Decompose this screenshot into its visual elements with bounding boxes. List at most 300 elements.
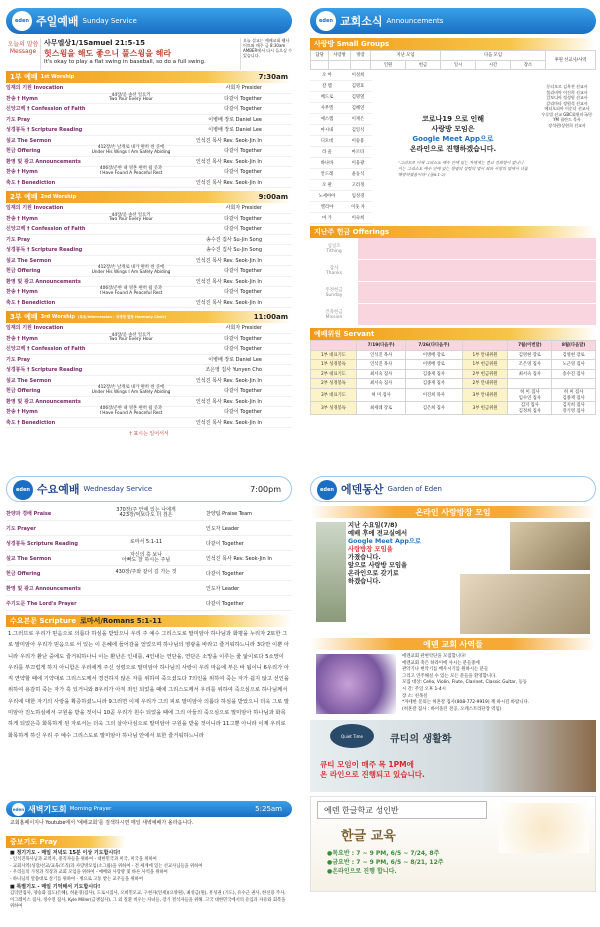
servant-cell: 3부 안내위원	[462, 388, 508, 401]
service-time: 11:00am	[253, 313, 288, 321]
eden-logo: eden	[317, 480, 337, 500]
announcements-title-en: Announcements	[386, 17, 444, 25]
eden-logo: eden	[13, 480, 33, 500]
servant-cell: 허 미 집사 김종재 집사	[552, 388, 596, 401]
order-leader: 다같이 Together	[224, 226, 262, 233]
prayer-line: - 교회사역(성장/선교/교육/조직)과 사랑방모임(소그룹)을 위하여 - 전 세계에 있는 선교사님들을 위하여	[10, 863, 203, 869]
order-leader: 다같이 Together	[224, 388, 262, 395]
school-line: ●온라인으로 진행 합니다.	[327, 868, 397, 875]
servant-row	[311, 360, 596, 370]
servant-cell: 2부 헌금위원	[462, 369, 508, 379]
servant-cell: 2부 성경봉독	[311, 379, 357, 389]
order-item: 신앙고백 † Confession of Faith	[6, 106, 86, 113]
sg-subheader: 시간	[476, 60, 511, 70]
prayer-line: 김덕란집사, 양승화 집도(은혜), 허윤경(집사), 도로시집사, 오희민모교, 구현자(연세)(요양원), 최성금(원), 흥성권 (기도), 유수근 권사, 한신용 주사, 이그레이스 집사, 정수연 집사, Kyle Miller(금쟁집사), 그 외 질환 비우는 자녀들, 장기 결석자들을 위해. 고국 대한민국에서의 유입과 자유와 회복을 위하여	[10, 890, 286, 910]
ministry-title: 에덴 교회 사역들	[423, 639, 483, 649]
prayer-label: 중보기도 Pray	[10, 838, 58, 846]
instruments-image	[316, 654, 396, 714]
sg-leader: 이승용	[351, 139, 365, 144]
servant-cell	[508, 379, 552, 389]
service-label-en: 3rd Worship	[40, 314, 75, 320]
wed-leader: 찬양팀 Praise Team	[206, 510, 253, 517]
servant-bar	[310, 328, 596, 340]
order-leader: 인석진 목사 Rev. Seok-Jin In	[196, 398, 262, 405]
eden-logo: eden	[316, 11, 336, 31]
wed-row	[6, 506, 292, 521]
prayer-line: - 하나님의 말씀대로 살기를 위하여 - 병으로 고통 받는 교우들을 위하여	[10, 877, 143, 883]
sg-leader: 임성경	[351, 194, 365, 199]
service-row	[6, 386, 292, 397]
service-label: 3부 예배	[10, 313, 38, 321]
small-groups-table	[310, 50, 596, 226]
servant-cell: 노근영 집사	[552, 360, 596, 370]
offerings-grid	[310, 238, 596, 326]
offering-row	[310, 304, 596, 326]
service-row	[6, 178, 292, 189]
order-leader: 인석진 목사 Rev. Seok-Jin In	[196, 419, 262, 426]
sg-group: 마시내	[320, 128, 334, 133]
service-row	[6, 407, 292, 418]
school-title: 에덴 한글학교 성인반	[317, 801, 487, 819]
order-leader: 다같이 Together	[224, 106, 262, 113]
wed-detail: 자신의 혹 보나 아빠도 잘 하시는 주님	[121, 551, 171, 563]
sg-leader: 이숙희	[351, 216, 365, 221]
sg-leader: 김명열	[351, 95, 365, 100]
wed-leader: 인도자 Leader	[206, 525, 240, 532]
sg-group: 베드로	[320, 95, 334, 100]
servant-cell: 최서숙 집사	[356, 369, 405, 379]
covid-line: 코로나19 으로 인해	[422, 115, 484, 123]
order-leader: 인석진 목사 Rev. Seok-Jin In	[196, 179, 262, 186]
servant-header	[311, 341, 357, 351]
sg-group: 마 가	[322, 216, 332, 221]
servant-cell	[552, 379, 596, 389]
wed-row	[6, 596, 292, 611]
offering-cell	[358, 282, 596, 303]
sg-header: 사랑방	[329, 51, 351, 61]
wed-item: 헌금 Offering	[6, 570, 41, 577]
online-line: 온라인으로 갖기로	[348, 570, 399, 577]
service-row	[6, 344, 292, 355]
service-bar	[6, 191, 292, 203]
servant-cell: 1부 안내위원	[462, 350, 508, 360]
order-leader: 사회자 Presider	[225, 85, 262, 92]
covid-line: Google Meet App으로	[412, 135, 494, 143]
offering-cell	[358, 304, 596, 325]
order-item: 기도 Pray	[6, 356, 31, 363]
service-time: 9:00am	[258, 193, 288, 201]
order-item: 헌금 Offering	[6, 388, 41, 395]
servant-cell: 김은희 집사	[406, 401, 462, 414]
order-leader: 다같이 Together	[224, 148, 262, 155]
sg-subheader: 장소	[511, 60, 546, 70]
sg-leader: 고려정	[351, 183, 365, 188]
message-block	[6, 38, 292, 70]
sg-group: 엘리야	[320, 205, 334, 210]
wed-item: 성경봉독 Scripture Reading	[6, 540, 78, 547]
announcements-panel	[310, 8, 596, 436]
wednesday-time: 7:00pm	[250, 484, 281, 494]
message-label	[6, 38, 40, 70]
order-item: 설교 The Sermon	[6, 257, 52, 264]
quiet-time-logo: Quiet Time	[330, 724, 374, 748]
offering-row	[310, 282, 596, 304]
message-content	[40, 38, 240, 70]
service-label-en: 2nd Worship	[40, 194, 77, 200]
servant-cell: 김지 집사 김정희 집사	[508, 401, 552, 414]
prayer-line: ■ 정기기도 - 매일 저녁도 15분 이상 기도합시다!	[10, 850, 121, 856]
wednesday-title: 수요예배	[37, 483, 80, 496]
cutie-text	[320, 760, 425, 780]
sunday-service-header	[6, 8, 292, 34]
wed-item: 찬양과 경배 Praise	[6, 510, 52, 517]
order-leader: 송수진 집사 Su-Jin Song	[206, 236, 262, 243]
sg-header: 지난 모임	[371, 51, 441, 61]
sg-subheader: 일시	[441, 60, 476, 70]
photo-right-top	[510, 522, 590, 570]
sg-row	[310, 70, 372, 81]
sg-leader: 이성희	[351, 73, 365, 78]
ministry-line: 모집 대상: Cello, Violin, Flute, Clarinet, Classic Guitar, 등등	[402, 680, 527, 686]
service-label: 2부 예배	[10, 193, 38, 201]
sunday-title-en: Sunday Service	[82, 17, 137, 25]
scripture-text: 1.그러므로 우리가 믿음으로 의롭다 하심을 받았으니 우리 주 예수 그리스도로 말미암아 하나님과 화평을 누리자 2또한 그로 말미암아 우리가 믿음으로 서 있는 이 은혜에 들어감을 얻었으며 하나님의 영광을 바라고 즐거워하느니라 3다만 이뿐 아니라 우리가 환난 중에도 즐거워하나니 이는 환난은 인내를, 4인내는 연단을, 연단은 소망을 이루는 줄 앎이로다 5소망이 우리를 부끄럽게 하지 아니함은 우리에게 주신 성령으로 말미암아 하나님의 사랑이 우리 마음에 부은 바 됨이니 6우리가 아직 연약할 때에 기약대로 그리스도께서 경건하지 않은 자를 위하여 죽으셨도다 7의인을 위하여 죽는 자가 쉽지 않고 선인을 위하여 용감히 죽는 자가 혹 있거니와 8우리가 아직 죄인 되었을 때에 그리스도께서 우리를 위하여 죽으심으로 하나님께서 우리에 대한 자기의 사랑을 확증하셨느니라 9그러면 이제 우리가 그의 피로 말미암아 의롭다 하심을 받았으니 더욱 그로 말미암아 진노하심에서 구원을 받을 것이니 10곧 우리가 원수 되었을 때에 그의 아들의 죽으심으로 말미암아 하나님과 화목하게 되었은즉 화목하게 된 자로서는 더욱 그의 살아나심으로 말미암아 구원을 받을 것이니라 11그뿐 아니라 이제 우리로 화목하게 하신 우리 주 예수 그리스도로 말미암아 하나님 안에서 또한 즐거워하느니라	[8, 631, 290, 739]
service-row	[6, 418, 292, 429]
dawn-title: 새벽기도회	[28, 804, 67, 814]
sg-group: 디모데	[320, 139, 334, 144]
sunday-service-panel	[6, 8, 292, 436]
ministry-line: 관악기나 현악기를 배우시기를 원하시는 분들	[402, 667, 489, 673]
offering-row	[310, 260, 596, 282]
cutie-line: 온 라인으로 진행되고 있습니다.	[320, 770, 425, 779]
wed-detail: 370장/주 안에 있는 나에게 423장/먹보다도 더 검은	[116, 506, 176, 518]
service-row	[6, 287, 292, 298]
servant-cell: 인석진 목사	[356, 360, 405, 370]
service-row	[6, 214, 292, 225]
servant-cell: 김종재 집사	[406, 369, 462, 379]
sg-leader: 이재은	[351, 117, 365, 122]
online-title: 온라인 사랑방장 모임	[415, 507, 491, 517]
service-row	[6, 146, 292, 157]
photo-right-bottom	[460, 574, 590, 634]
ministry-line: 장 소: 친목실	[402, 693, 428, 699]
service-bar	[6, 311, 292, 323]
servant-cell: 김지희 집사 강기영 집사	[552, 401, 596, 414]
school-schedule	[327, 849, 444, 876]
online-line: 하겠습니다.	[348, 578, 381, 585]
dawn-time: 5:25am	[255, 805, 282, 813]
school-decor	[499, 803, 589, 853]
missionaries: 동티모르 김옥전 선교사 볼리비아 이건희 선교사 캄보디아 정성원 선교사 칼리마타 정원석 선교사 에티오피아 이순녀 선교사 우루빌 선교 GBC회원미국/중 YM 필란드 목사 장석현/상현희 선교사	[541, 84, 593, 128]
servant-cell: 최세례 장로	[356, 401, 405, 414]
order-detail: 44장/곧 솔선 일으키 Two Your Every Hour	[109, 92, 153, 103]
order-item: 설교 The Sermon	[6, 137, 52, 144]
offering-label: 십일조 Tithing	[326, 244, 342, 254]
sg-row	[310, 213, 372, 224]
service-label: 1부 예배	[10, 73, 38, 81]
wednesday-panel	[6, 476, 292, 922]
sg-header: 다음 모임	[441, 51, 546, 61]
order-item: 찬송 † Hymn	[6, 289, 38, 296]
servant-header: 7/19(다음주)	[356, 341, 405, 351]
sg-row	[310, 191, 372, 202]
online-title-bar	[310, 506, 596, 518]
ministry-line: 에덴교회 관현악단을 모집합니다!	[402, 654, 466, 659]
covid-message	[378, 114, 528, 154]
servant-header: 8월(다음달)	[552, 341, 596, 351]
sg-group: 오 판	[322, 183, 332, 188]
service-row	[6, 334, 292, 345]
wed-item: 설교 The Sermon	[6, 555, 52, 562]
order-item: 축도 † Benediction	[6, 419, 56, 426]
online-line: Google Meet App으로	[348, 538, 422, 545]
order-leader: 다같이 Together	[224, 289, 262, 296]
order-detail: 406장/곤한 내 영혼 편히 쉴 곳과 I Have Found A Peaceful Rest	[99, 286, 163, 296]
verse-ref: 사무엘상1/1Samuel 21:5-15	[44, 39, 146, 47]
order-item: 찬송 † Hymn	[6, 335, 38, 342]
online-section	[310, 518, 596, 638]
sg-group: 바나바	[320, 161, 334, 166]
offering-cell	[358, 238, 596, 259]
servant-cell: 1부 헌금위원	[462, 360, 508, 370]
order-detail: 44장/곧 솔선 일으키 Two Your Every Hour	[109, 332, 153, 343]
prayer-bar	[6, 836, 126, 848]
service-row	[6, 203, 292, 214]
servant-cell: 1부 성경봉독	[311, 360, 357, 370]
servant-row	[311, 369, 596, 379]
service-row	[6, 355, 292, 366]
prayer-line: - 우리들의 가정과 직장과 교회 모임을 위하여 - 예배와 사랑방 및 바른 사역을 위하여	[10, 870, 168, 876]
servant-header: 7월(이번달)	[508, 341, 552, 351]
wed-item: 기도 Prayer	[6, 525, 36, 532]
sg-row	[310, 125, 372, 136]
offerings-bar	[310, 226, 596, 238]
order-item: 헌금 Offering	[6, 148, 41, 155]
service-row	[6, 94, 292, 105]
order-leader: 사회자 Presider	[225, 325, 262, 332]
order-item: 찬송 † Hymn	[6, 409, 38, 416]
order-item: 찬송 † Hymn	[6, 95, 38, 102]
service-row	[6, 245, 292, 256]
order-leader: 다같이 Together	[224, 215, 262, 222]
order-leader: 송수진 집사 Su-Jin Song	[206, 247, 262, 254]
sg-group: 안드레	[320, 172, 334, 177]
order-leader: 다같이 Together	[224, 169, 262, 176]
ministry-line: 시 간: 주일 오후 1-4시	[402, 686, 446, 692]
order-item: 신앙고백 † Confession of Faith	[6, 226, 86, 233]
order-item: 축도 † Benediction	[6, 179, 56, 186]
wed-row	[6, 551, 292, 566]
sg-row	[310, 92, 372, 103]
message-label-en: Message	[9, 48, 37, 55]
servant-cell: 3부 대표기도	[311, 388, 357, 401]
offering-label: 건축헌금 Mission	[325, 310, 343, 320]
wed-row	[6, 566, 292, 581]
order-leader: 인석진 목사 Rev. Seok-Jin In	[196, 377, 262, 384]
ministry-title-bar	[310, 638, 596, 650]
sg-row	[310, 169, 372, 180]
servant-header: 7/26(다다음주)	[406, 341, 462, 351]
order-detail: 412장/손 날개로 내가 편히 쉰 곳에 Under His Wings I Am Safely Abiding	[91, 385, 171, 395]
order-detail: 44장/곧 솔선 일으키 Two Your Every Hour	[109, 212, 153, 223]
sg-header: 후원 선교사/사역	[546, 51, 596, 70]
order-leader: 이병배 장로 Daniel Lee	[208, 116, 262, 123]
order-detail: 406장/곤한 내 영혼 편히 쉴 곳과 I Have Found A Peaceful Rest	[99, 166, 163, 176]
dawn-header	[6, 801, 292, 817]
offerings-label: 지난주 헌금 Offerings	[314, 228, 390, 236]
verse-title: 헛스윙을 해도 좋으니 풀스윙을 해라	[44, 49, 172, 58]
sg-row	[310, 158, 372, 169]
message-label-ko: 오늘의 말씀	[7, 41, 39, 48]
sg-group: 노세아아	[318, 194, 336, 199]
servant-cell: 이병배 장로	[406, 360, 462, 370]
servant-row	[311, 350, 596, 360]
sg-row	[310, 81, 372, 92]
school-line: ●목요반 : 7 ~ 9 PM, 6/5 ~ 7/24, 8주	[327, 850, 440, 857]
order-item: 신앙고백 † Confession of Faith	[6, 346, 86, 353]
order-leader: 다같이 Together	[224, 95, 262, 102]
service-row	[6, 266, 292, 277]
ministry-line: 그리고 연주해실 수 있는 모든 분들을 환영합니다.	[402, 673, 497, 679]
servant-cell: 2부 대표기도	[311, 369, 357, 379]
order-leader: 인석진 목사 Rev. Seok-Jin In	[196, 158, 262, 165]
service-row	[6, 298, 292, 309]
order-leader: 인석진 목사 Rev. Seok-Jin In	[196, 299, 262, 306]
service-label-en: 1st Worship	[40, 74, 75, 80]
order-leader: 인석진 목사 Rev. Seok-Jin In	[196, 257, 262, 264]
sg-leader: 이웅광	[351, 161, 365, 166]
sg-leader: 김일석	[351, 128, 365, 133]
dawn-title-en: Morning Prayer	[69, 806, 112, 812]
order-item: 기도 Pray	[6, 236, 31, 243]
sermon-notice: 오늘 설교는 예배교회 웹사이트와 매주 금 8:30am AMBER에서 다시 들으실 수 있습니다.	[240, 38, 292, 70]
servant-cell: 조은영 집사	[508, 360, 552, 370]
servant-cell: 3부 헌금위원	[462, 401, 508, 414]
sg-leader: 윤동석	[351, 172, 365, 177]
order-item: 찬송 † Hymn	[6, 169, 38, 176]
sg-group: 라 울	[322, 150, 332, 155]
announcements-header	[310, 8, 596, 34]
servant-cell: 1부 대표기도	[311, 350, 357, 360]
ministry-section	[310, 650, 596, 718]
ministry-line: 에덴교회 축은 하라이에 사시는 분들중에	[402, 660, 480, 666]
wed-row	[6, 521, 292, 536]
service-time: 7:30am	[258, 73, 288, 81]
order-item: 성경봉독 † Scripture Reading	[6, 247, 83, 254]
wed-item: 환영 및 광고 Announcements	[6, 585, 81, 592]
wed-detail: 430장/주와 같이 길 가는 것	[115, 569, 177, 576]
wed-leader: 다같이 Together	[206, 570, 244, 577]
order-item: 환영 및 광고 Announcements	[6, 278, 81, 285]
wednesday-title-en: Wednesday Service	[83, 485, 153, 493]
sg-row	[310, 103, 372, 114]
online-line: 예배 후에 전교실에서	[348, 530, 408, 537]
wed-row	[6, 581, 292, 596]
sg-header: 담당	[311, 51, 329, 61]
servant-row	[311, 388, 596, 401]
servant-cell: 최서숙 집사	[508, 369, 552, 379]
sg-row	[310, 202, 372, 213]
covid-line: 사랑방 모임은	[431, 125, 475, 133]
school-banner	[310, 796, 596, 892]
online-line: 가졌습니다.	[348, 554, 381, 561]
service-row	[6, 83, 292, 94]
order-detail: 412장/손 날개로 내가 편히 쉰 곳에 Under His Wings I Am Safely Abiding	[91, 265, 171, 275]
sg-row	[310, 147, 372, 158]
wed-leader: 다같이 Together	[206, 600, 244, 607]
service-row	[6, 115, 292, 126]
servant-cell: 3부 성경봉독	[311, 401, 357, 414]
order-detail: 406장/곤한 내 영혼 편히 쉴 곳과 I Have Found A Peaceful Rest	[99, 406, 163, 416]
service-row	[6, 104, 292, 115]
order-leader: 사회자 Presider	[225, 205, 262, 212]
wed-leader: 인도자 Leader	[206, 585, 240, 592]
garden-header	[310, 476, 596, 502]
service-list	[6, 71, 292, 428]
cutie-line: 큐티 모임이 매주 목 1PM에	[320, 760, 414, 769]
order-item: 성경봉독 † Scripture Reading	[6, 127, 83, 134]
servant-cell: 송수진 집사	[552, 369, 596, 379]
wednesday-rows	[6, 506, 292, 611]
order-leader: 인석진 목사 Rev. Seok-Jin In	[196, 278, 262, 285]
offering-label: 주정헌금 Sunday	[325, 288, 343, 298]
servant-cell: 허 미 집사 임수연 집사	[508, 388, 552, 401]
wed-leader: 다같이 Together	[206, 540, 244, 547]
online-line: 앞으로 사랑방 모임을	[348, 562, 408, 569]
servant-cell: 허 미 집사	[356, 388, 405, 401]
servant-table	[310, 340, 596, 415]
servant-cell: 인석진 목사	[356, 350, 405, 360]
order-leader: 다같이 Together	[224, 409, 262, 416]
sg-row	[310, 136, 372, 147]
servant-cell: 김종재 집사	[406, 379, 462, 389]
order-detail: 412장/손 날개로 내가 편히 쉰 곳에 Under His Wings I Am Safely Abiding	[91, 145, 171, 155]
sg-group: 사무엘	[320, 106, 334, 111]
sg-row	[310, 180, 372, 191]
eden-logo: eden	[12, 11, 32, 31]
order-item: 설교 The Sermon	[6, 377, 52, 384]
order-item: 성경봉독 † Scripture Reading	[6, 367, 83, 374]
handwritten-verse: "그러므로 이제 그리스도 예수 안에 있는 자에게는 결코 정죄함이 없나니 이는 그리스도 예수 안에 있는 생명의 성령의 법이 죄와 사망의 법에서 너를 해방하였음이라" (롬8:1-2)	[398, 160, 528, 177]
order-item: 찬송 † Hymn	[6, 215, 38, 222]
servant-header	[462, 341, 508, 351]
order-leader: 다같이 Together	[224, 346, 262, 353]
cutie-banner	[310, 720, 596, 792]
wednesday-header	[6, 476, 292, 502]
order-leader: 이병배 장로 Daniel Lee	[208, 127, 262, 134]
prayer-list	[6, 848, 292, 913]
garden-panel	[310, 476, 596, 922]
order-leader: 다같이 Together	[224, 268, 262, 275]
sg-subheader: 인원	[371, 60, 406, 70]
order-item: 임재의 기원 Invocation	[6, 85, 64, 92]
order-leader: 다같이 Together	[224, 335, 262, 342]
photo-left	[316, 522, 346, 622]
sg-leader: 이웃 자	[351, 205, 365, 210]
wed-row	[6, 536, 292, 551]
order-leader: 조은영 집사 Yunyen Cho	[205, 367, 262, 374]
announcements-title: 교회소식	[340, 15, 383, 28]
small-groups-label: 사랑방 Small Groups	[314, 40, 390, 48]
scripture-ref: 로마서/Romans 5:1-11	[80, 617, 162, 625]
wed-leader: 인석진 목사 Rev. Seok-Jin In	[206, 555, 272, 562]
small-groups-bar	[310, 38, 596, 50]
garden-title: 에덴동산	[341, 483, 384, 496]
prayer-line: ■ 특별기도 - 매일 기억해서 기도합시다!	[10, 883, 101, 890]
servant-cell: 김영현 장로	[508, 350, 552, 360]
sg-subheader: 헌금	[406, 60, 441, 70]
servant-label: 예배위원 Servant	[314, 330, 375, 338]
